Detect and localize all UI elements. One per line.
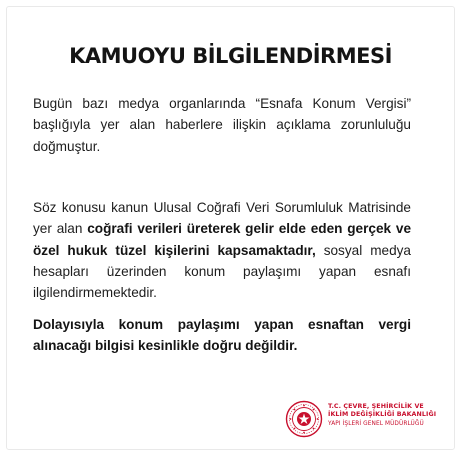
ministry-logo — [285, 400, 455, 446]
paragraph-intro: Bugün bazı medya organlarında “Esnafa Konum Vergisi” başlığıyla yer alan haberlere ilişkin açıklama zorunluluğu doğmuştur. — [33, 96, 411, 154]
ministry-seal-icon — [285, 400, 323, 438]
paragraph-explanation-part1: Söz konusu kanun Ulusal Coğrafi Veri Sorumluluk Matrisinde yer alan — [33, 200, 411, 237]
paragraph-explanation — [33, 197, 411, 303]
ministry-department: YAPI İŞLERİ GENEL MÜDÜRLÜĞÜ — [328, 420, 424, 427]
ministry-name-line2: İKLİM DEĞİŞİKLİĞİ BAKANLIĞI — [328, 411, 437, 419]
paragraph-explanation-bold: coğrafi verileri üreterek gelir elde eden gerçek ve özel hukuk tüzel kişilerini kapsamaktadır, — [33, 221, 412, 258]
page-title: KAMUOYU BİLGİLENDİRMESİ — [69, 44, 392, 68]
paragraph-explanation-part2: sosyal medya hesapları üzerinden konum paylaşımı yapan esnafı ilgilendirmemektedir. — [33, 242, 411, 301]
ministry-name-line1: T.C. ÇEVRE, ŞEHİRCİLİK VE — [328, 403, 424, 410]
ministry-name — [328, 403, 454, 428]
paragraph-conclusion: Dolayısıyla konum paylaşımı yapan esnaftan vergi alınacağı bilgisi kesinlikle doğru değildir. — [33, 317, 411, 354]
